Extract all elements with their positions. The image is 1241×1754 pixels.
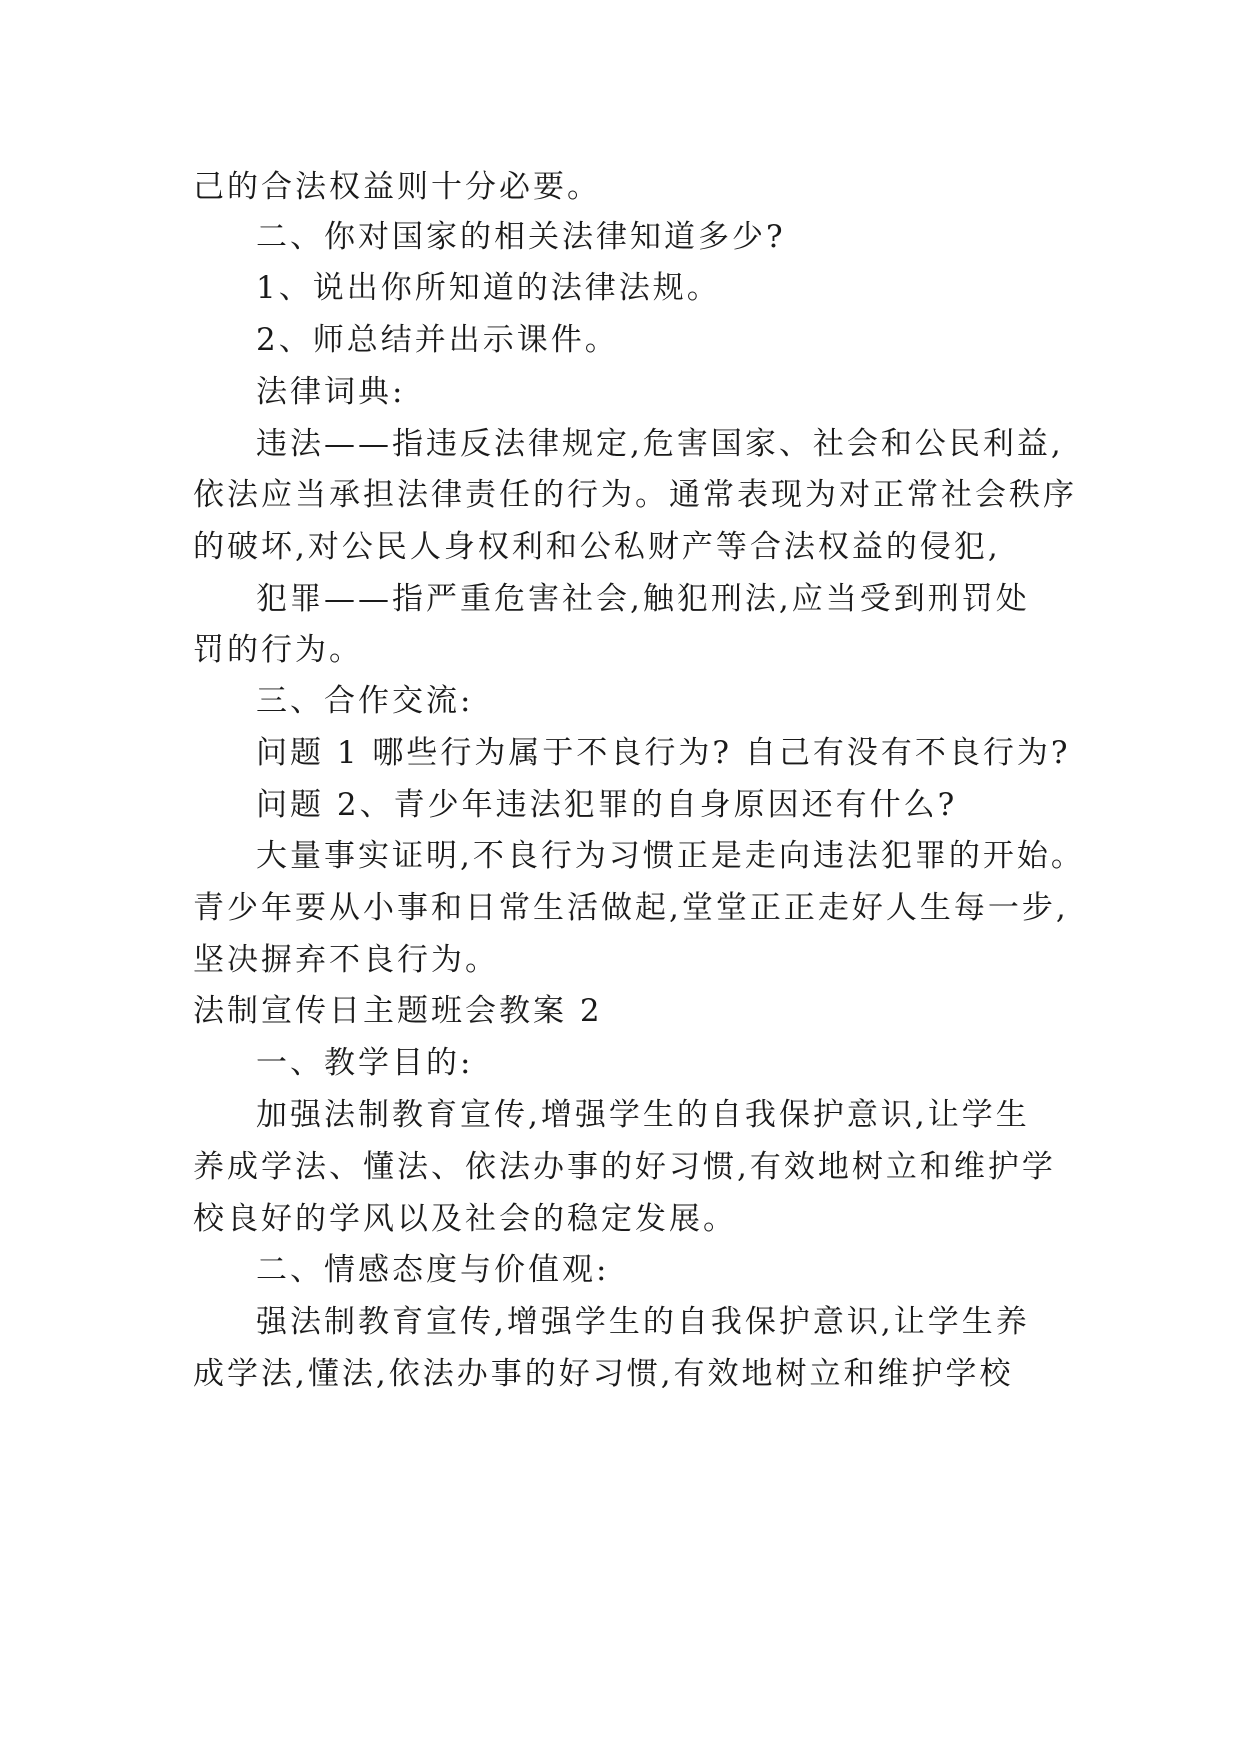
paragraph-line: 大量事实证明,不良行为习惯正是走向违法犯罪的开始。: [256, 838, 1085, 874]
section-heading: 一、教学目的:: [256, 1045, 474, 1081]
paragraph-line: 依法应当承担法律责任的行为。通常表现为对正常社会秩序: [193, 477, 1077, 513]
paragraph-line: 养成学法、懂法、依法办事的好习惯,有效地树立和维护学: [193, 1149, 1056, 1185]
paragraph-line: 青少年要从小事和日常生活做起,堂堂正正走好人生每一步,: [193, 890, 1069, 926]
section-heading: 二、你对国家的相关法律知道多少?: [256, 219, 786, 255]
paragraph-line: 校良好的学风以及社会的稳定发展。: [193, 1201, 737, 1237]
paragraph-line: 的破坏,对公民人身权利和公私财产等合法权益的侵犯,: [193, 529, 1001, 565]
question-line: 问题 1 哪些行为属于不良行为? 自己有没有不良行为?: [256, 735, 1071, 771]
paragraph-line: 加强法制教育宣传,增强学生的自我保护意识,让学生: [256, 1097, 1030, 1133]
paragraph-line: 坚决摒弃不良行为。: [193, 942, 499, 978]
section-heading: 二、情感态度与价值观:: [256, 1252, 610, 1288]
paragraph-line: 强法制教育宣传,增强学生的自我保护意识,让学生养: [256, 1304, 1030, 1340]
question-line: 问题 2、青少年违法犯罪的自身原因还有什么?: [256, 787, 958, 823]
paragraph-line: 成学法,懂法,依法办事的好习惯,有效地树立和维护学校: [193, 1356, 1014, 1392]
paragraph-line: 违法——指违反法律规定,危害国家、社会和公民利益,: [256, 426, 1064, 462]
section-heading: 三、合作交流:: [256, 683, 474, 719]
paragraph-line: 己的合法权益则十分必要。: [193, 169, 601, 205]
subheading: 法律词典:: [256, 374, 406, 410]
document-title: 法制宣传日主题班会教案 2: [193, 993, 603, 1029]
list-item: 2、师总结并出示课件。: [256, 322, 619, 358]
list-item: 1、说出你所知道的法律法规。: [256, 270, 721, 306]
paragraph-line: 犯罪——指严重危害社会,触犯刑法,应当受到刑罚处: [256, 581, 1030, 617]
paragraph-line: 罚的行为。: [193, 632, 363, 668]
